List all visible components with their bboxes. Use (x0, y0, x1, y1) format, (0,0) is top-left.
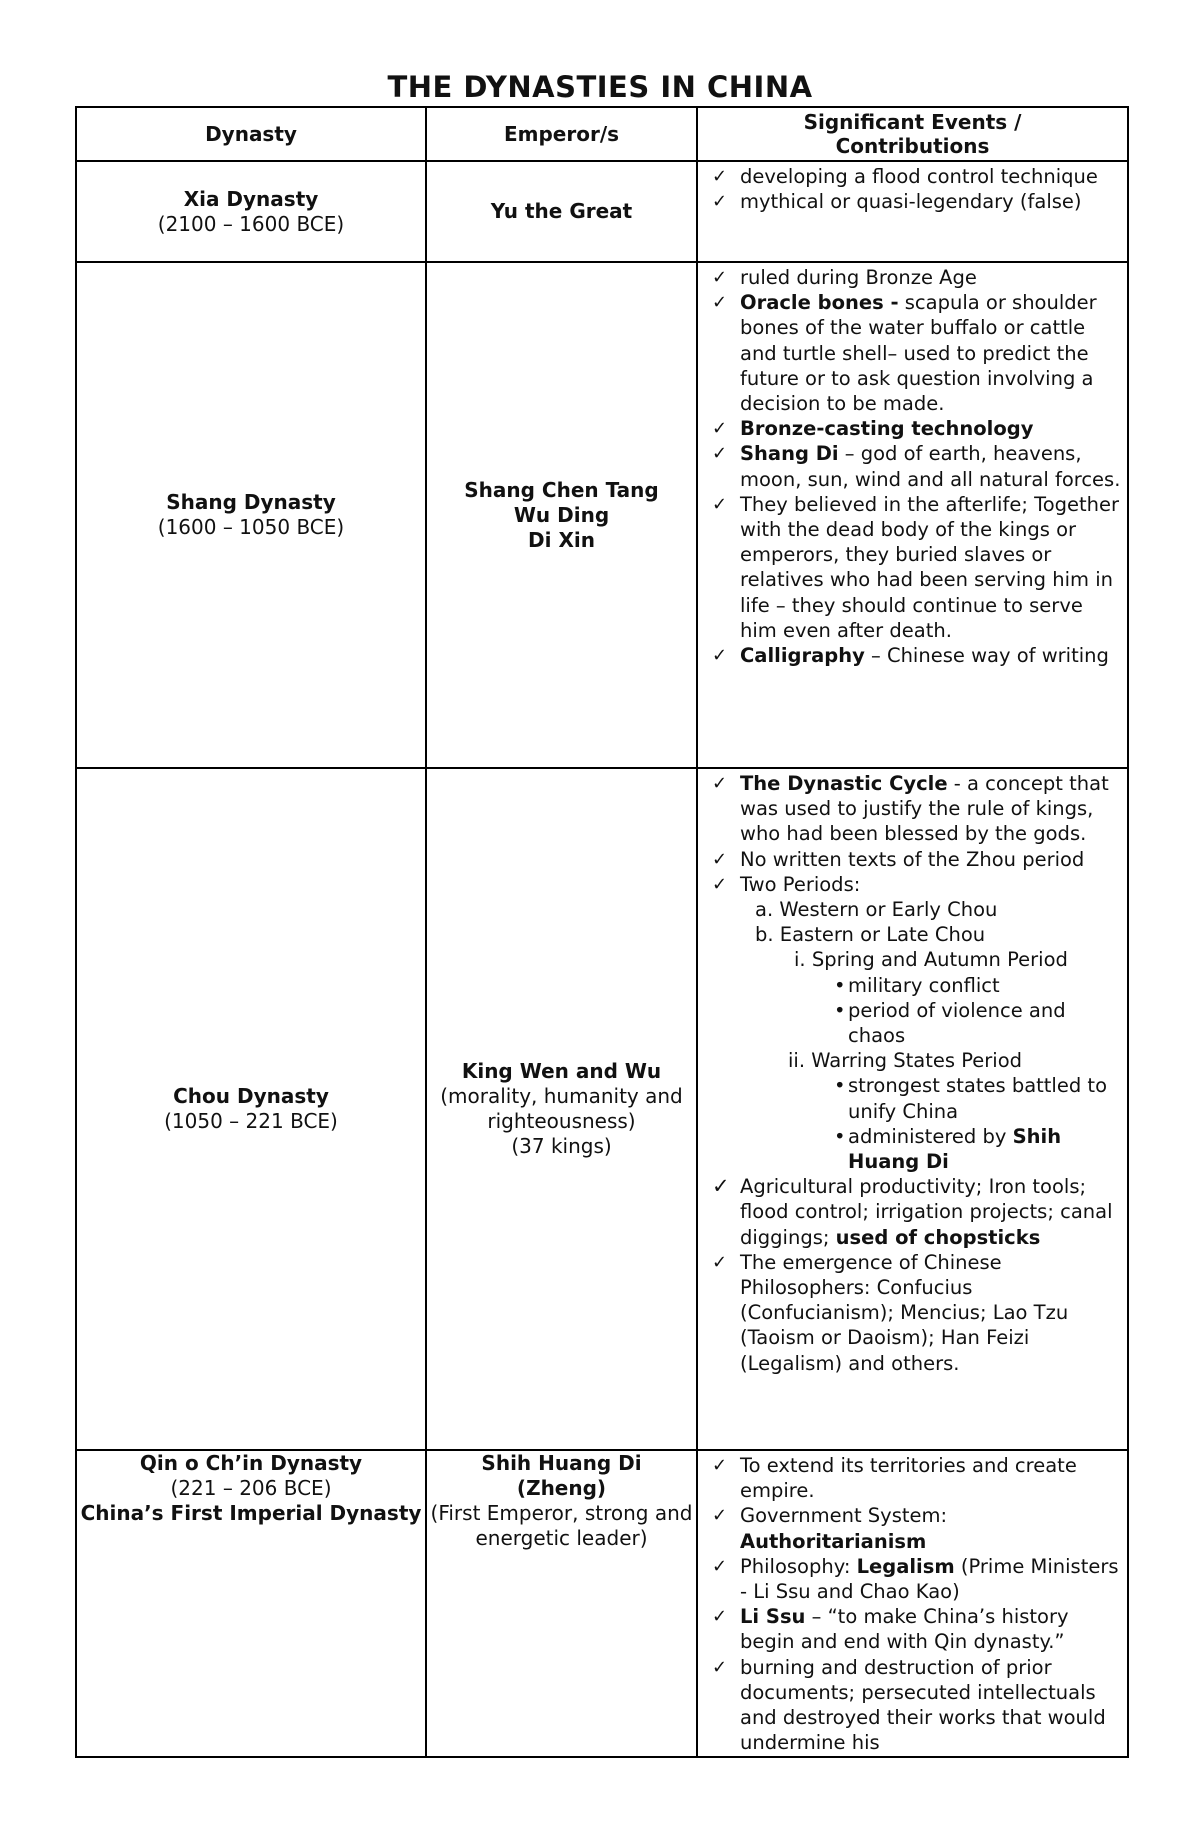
table-row (76, 262, 1128, 768)
list-item: ✓ Agricultural productivity; Iron tools; flood control; irrigation projects; canal diggings; used of chopsticks (712, 1174, 1113, 1249)
dynasty-cell (76, 768, 426, 1450)
emperor-cell (426, 768, 697, 1450)
list-item (702, 947, 1123, 1174)
list-item: ✓ Government System: Authoritarianism (712, 1504, 948, 1553)
page-title: THE DYNASTIES IN CHINA (387, 70, 813, 104)
dynasty-cell (76, 161, 426, 262)
bullet-icon: • (834, 1124, 846, 1148)
checkmark-icon: ✓ (712, 1251, 728, 1273)
dynasty-name: Chou Dynasty (173, 1084, 329, 1108)
list-item: ✓ ruled during Bronze Age (712, 266, 977, 289)
dynasty-cell (76, 1450, 426, 1757)
emperor-count: (37 kings) (511, 1134, 612, 1158)
emperor-cell (426, 1450, 697, 1757)
checkmark-icon: ✓ (712, 1656, 728, 1678)
table-row (76, 768, 1128, 1450)
checkmark-icon: ✓ (712, 1455, 728, 1476)
sub-item: b. Eastern or Late Chou (755, 923, 986, 947)
emperor-name: Shih Huang Di (Zheng) (481, 1451, 642, 1500)
checkmark-icon: ✓ (712, 1174, 730, 1199)
table-row (76, 1450, 1128, 1757)
list-item: ✓ developing a flood control technique (712, 165, 1098, 188)
list-item: ✓ Oracle bones - scapula or shoulder bones of the water buffalo or cattle and turtle shell– used to predict the future or to ask question involving a decision to be made. (712, 291, 1097, 416)
dynasties-table (75, 106, 1129, 1758)
emperor-name: Shang Chen Tang (464, 477, 659, 502)
checkmark-icon: ✓ (712, 443, 728, 465)
dynasty-note: China’s First Imperial Dynasty (80, 1501, 422, 1525)
bullet-item: • period of violence and chaos (834, 998, 1066, 1048)
list-item: ✓ Calligraphy – Chinese way of writing (712, 644, 1109, 668)
header-events-line1: Significant Events / (803, 110, 1022, 134)
events-cell (697, 161, 1128, 262)
checkmark-icon: ✓ (712, 267, 728, 288)
list-item: ✓ Li Ssu – “to make China’s history begin and end with Qin dynasty.” (712, 1605, 1069, 1654)
header-dynasty: Dynasty (76, 107, 426, 161)
list-item: ✓ Bronze-casting technology (712, 417, 1034, 441)
sub-sub-item: ii. Warring States Period (788, 1049, 1023, 1073)
bullet-icon: • (834, 973, 846, 997)
header-row (76, 107, 1128, 161)
bullet-item: • administered by Shih Huang Di (834, 1124, 1062, 1174)
list-item: ✓ To extend its territories and create empire. (712, 1454, 1077, 1503)
list-item: ✓ No written texts of the Zhou period (712, 847, 1085, 871)
checkmark-icon: ✓ (712, 418, 728, 440)
list-item: ✓ Shang Di – god of earth, heavens, moon, sun, wind and all natural forces. (712, 442, 1121, 491)
bullet-icon: • (834, 1074, 846, 1098)
checkmark-icon: ✓ (712, 773, 728, 794)
dynasty-years: (1050 – 221 BCE) (164, 1109, 338, 1133)
header-events (697, 107, 1128, 161)
checkmark-icon: ✓ (712, 166, 728, 187)
bullet-item: • strongest states battled to unify China (834, 1074, 1108, 1123)
emperor-note: (morality, humanity and righteousness) (440, 1084, 683, 1133)
bullet-icon: • (834, 998, 846, 1022)
emperor-cell: Yu the Great (426, 161, 697, 262)
dynasty-cell (76, 262, 426, 768)
checkmark-icon: ✓ (712, 1505, 728, 1527)
emperor-cell (426, 262, 697, 768)
table-row (76, 161, 1128, 262)
emperor-name: King Wen and Wu (461, 1059, 662, 1083)
checkmark-icon: ✓ (712, 1555, 728, 1577)
dynasty-years: (2100 – 1600 BCE) (157, 211, 345, 236)
emperor-note: (First Emperor, strong and energetic leader) (430, 1501, 693, 1550)
emperor-name: Wu Ding (513, 502, 610, 527)
checkmark-icon: ✓ (712, 645, 728, 667)
events-cell (697, 262, 1128, 768)
dynasty-name: Xia Dynasty (183, 186, 319, 211)
list-item: ✓ Two Periods: a. Western or Early Chou b. Eastern or Late Chou (702, 872, 1123, 948)
list-item: ✓ Philosophy: Legalism (Prime Ministers - Li Ssu and Chao Kao) (712, 1554, 1119, 1604)
bullet-item: • military conflict (834, 973, 1000, 997)
list-item: ✓ They believed in the afterlife; Together with the dead body of the kings or emperors, they buried slaves or relatives who had been serving him in life – they should continue to serve him even after death. (712, 492, 1120, 642)
header-events-line2: Contributions (835, 134, 990, 158)
checkmark-icon: ✓ (712, 191, 728, 213)
list-item: ✓ mythical or quasi-legendary (false) (712, 190, 1082, 214)
dynasty-years: (1600 – 1050 BCE) (157, 515, 345, 539)
checkmark-icon: ✓ (712, 848, 728, 870)
checkmark-icon: ✓ (712, 1606, 728, 1628)
checkmark-icon: ✓ (712, 292, 728, 314)
checkmark-icon: ✓ (712, 873, 728, 895)
checkmark-icon: ✓ (712, 493, 728, 515)
dynasty-name: Shang Dynasty (166, 490, 336, 514)
events-cell (697, 1450, 1128, 1757)
header-emperors: Emperor/s (426, 107, 697, 161)
list-item: ✓ burning and destruction of prior documents; persecuted intellectuals and destroyed their works that would undermine his (712, 1655, 1106, 1755)
dynasty-name: Qin o Ch’in Dynasty (139, 1451, 363, 1475)
list-item: ✓ The emergence of Chinese Philosophers: Confucius (Confucianism); Mencius; Lao Tzu (Taoism or Daoism); Han Feizi (Legalism) and others. (712, 1250, 1069, 1375)
dynasty-years: (221 – 206 BCE) (170, 1476, 332, 1500)
sub-item: a. Western or Early Chou (755, 898, 998, 922)
list-item: ✓ The Dynastic Cycle - a concept that was used to justify the rule of kings, who had been blessed by the gods. (712, 772, 1109, 846)
emperor-name: Di Xin (528, 527, 595, 552)
sub-sub-item: i. Spring and Autumn Period (794, 948, 1068, 972)
events-cell (697, 768, 1128, 1450)
